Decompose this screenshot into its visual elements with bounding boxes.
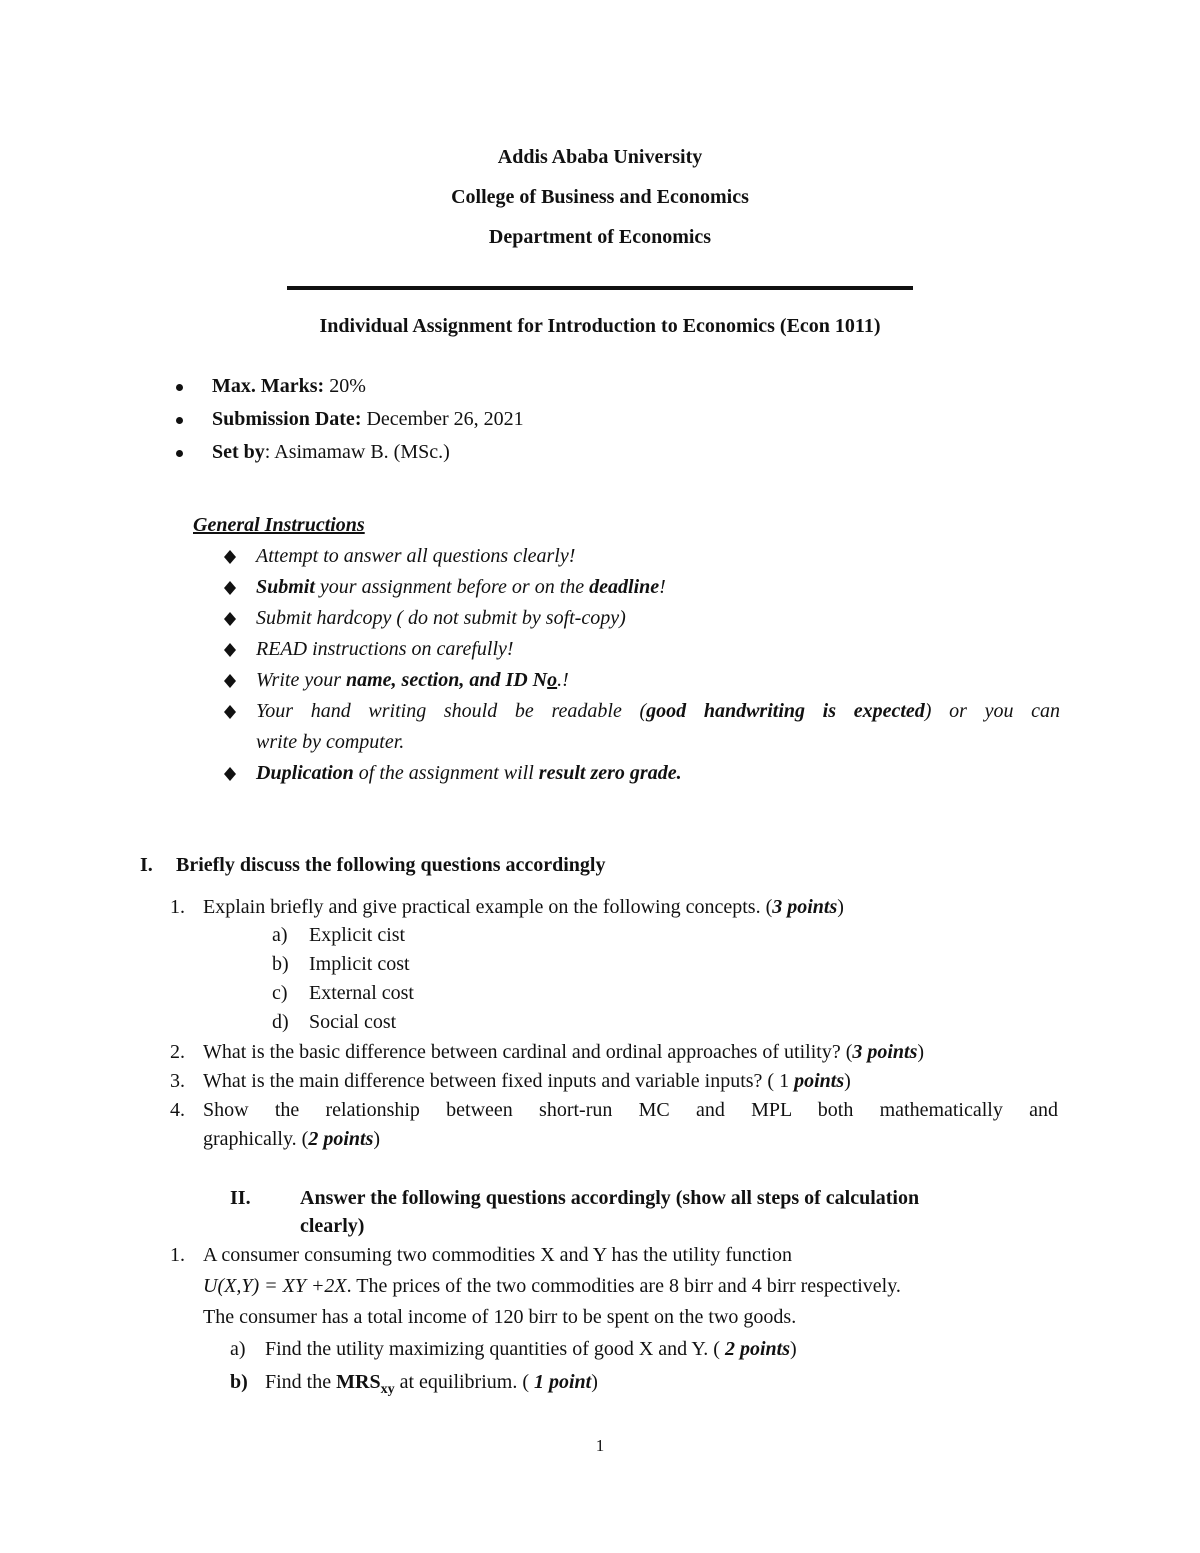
- diamond-bullet-icon: [223, 766, 237, 782]
- subitem-text: Find the utility maximizing quantities of good X and Y. ( 2 points): [265, 1338, 797, 1360]
- question-text: Explain briefly and give practical example on the following concepts. (3 points): [203, 896, 844, 918]
- instruction-item-continued: write by computer.: [256, 731, 405, 753]
- header-rule: [287, 286, 913, 290]
- instruction-item: Attempt to answer all questions clearly!: [256, 545, 576, 567]
- diamond-bullet-icon: [223, 549, 237, 565]
- bullet-dot-icon: [176, 450, 183, 457]
- instruction-item: Submit your assignment before or on the deadline!: [256, 576, 666, 598]
- diamond-bullet-icon: [223, 673, 237, 689]
- question-text-continued: The consumer has a total income of 120 birr to be spent on the two goods.: [203, 1306, 797, 1328]
- diamond-bullet-icon: [223, 611, 237, 627]
- department-name: Department of Economics: [488, 226, 712, 248]
- question-text-continued: U(X,Y) = XY +2X. The prices of the two commodities are 8 birr and 4 birr respectively.: [203, 1275, 901, 1297]
- section-heading: Briefly discuss the following questions accordingly: [176, 854, 606, 876]
- section-numeral: II.: [230, 1187, 251, 1209]
- subitem-label: d): [272, 1011, 289, 1033]
- subitem-text: External cost: [309, 982, 414, 1004]
- subitem-text: Find the $MRS_{xy}$ at equilibrium. ( 1 point): [265, 1371, 598, 1397]
- question-text: Show the relationship between short-run MC and MPL both mathematically and: [203, 1099, 1058, 1121]
- question-number: 4.: [170, 1099, 185, 1121]
- question-text: What is the basic difference between cardinal and ordinal approaches of utility? (3 points): [203, 1041, 925, 1063]
- subitem-label: c): [272, 982, 288, 1004]
- section-numeral: I.: [140, 854, 153, 876]
- question-text: What is the main difference between fixed inputs and variable inputs? ( 1 points): [203, 1070, 851, 1092]
- set-by: Set by: Asimamaw B. (MSc.): [212, 441, 450, 463]
- subitem-label: b): [230, 1371, 248, 1393]
- subitem-label: b): [272, 953, 289, 975]
- subitem-text: Explicit cist: [309, 924, 406, 946]
- question-number: 2.: [170, 1041, 185, 1063]
- instruction-item: Your hand writing should be readable (good handwriting is expected) or you can: [256, 700, 1060, 722]
- instruction-item: Submit hardcopy ( do not submit by soft-copy): [256, 607, 626, 629]
- max-marks: Max. Marks: 20%: [212, 375, 366, 397]
- diamond-bullet-icon: [223, 580, 237, 596]
- instruction-item: Write your name, section, and ID No.!: [256, 669, 569, 691]
- instructions-heading: General Instructions: [193, 514, 365, 536]
- question-text: A consumer consuming two commodities X and Y has the utility function: [203, 1244, 792, 1266]
- submission-date: Submission Date: December 26, 2021: [212, 408, 524, 430]
- question-number: 1.: [170, 1244, 185, 1266]
- diamond-bullet-icon: [223, 704, 237, 720]
- bullet-dot-icon: [176, 384, 183, 391]
- instruction-item: Duplication of the assignment will result zero grade.: [256, 762, 682, 784]
- subitem-label: a): [272, 924, 288, 946]
- instruction-item: READ instructions on carefully!: [256, 638, 514, 660]
- subitem-label: a): [230, 1338, 246, 1360]
- question-number: 3.: [170, 1070, 185, 1092]
- section-heading-continued: clearly): [300, 1215, 365, 1237]
- subitem-text: Social cost: [309, 1011, 397, 1033]
- section-heading: Answer the following questions accordingly (show all steps of calculation: [300, 1187, 920, 1209]
- bullet-dot-icon: [176, 417, 183, 424]
- question-text-continued: graphically. (2 points): [203, 1128, 381, 1150]
- college-name: College of Business and Economics: [451, 186, 749, 208]
- diamond-bullet-icon: [223, 642, 237, 658]
- subitem-text: Implicit cost: [309, 953, 410, 975]
- assignment-title: Individual Assignment for Introduction to Economics (Econ 1011): [319, 315, 881, 337]
- university-name: Addis Ababa University: [497, 146, 703, 168]
- utility-formula: U(X,Y) = XY +2X: [203, 1275, 347, 1297]
- page-number: 1: [595, 1436, 605, 1455]
- question-number: 1.: [170, 896, 185, 918]
